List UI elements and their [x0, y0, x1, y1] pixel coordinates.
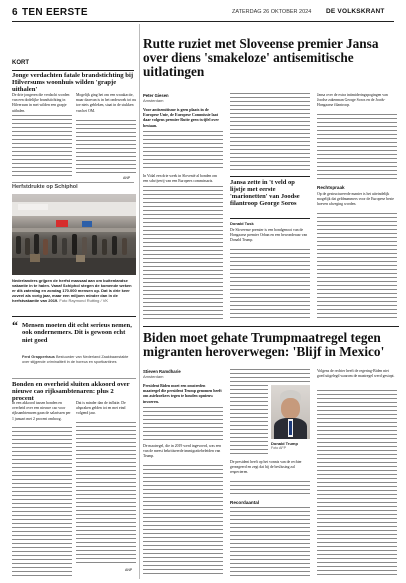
kort-rule [12, 70, 134, 71]
story-text-col2 [230, 249, 310, 321]
pullquote-rule [230, 218, 310, 219]
story-text-col1 [12, 427, 72, 577]
byline-place: Amsterdam [143, 374, 164, 379]
pullquote-author: Donald Tusk [230, 221, 254, 226]
story-text-col2b [230, 507, 310, 577]
story-text-col2-top [230, 369, 310, 382]
masthead-date: ZATERDAG 26 OKTOBER 2024 [232, 9, 312, 15]
story-lead-col1: In een akkoord tussen bonden en overheid over een nieuwe cao voor rijksambtenaren gaan de salarissen per 1 januari met 2 procent omhoog. [12, 401, 71, 421]
story-body: Volgens de rechter heeft de regering-Biden niet goed uitgelegd waarom de maatregel werd gestopt. [317, 369, 395, 379]
story-lead-col2: Dat is minder dan de inflatie. De afspraken gelden tot en met eind volgend jaar. [76, 401, 126, 416]
story-text-col1 [143, 186, 223, 321]
section-title: TEN EERSTE [22, 7, 88, 18]
story-end-mark: ANP [125, 568, 133, 572]
story-text-col3 [317, 114, 397, 182]
photo-caption-text: Nederlanders grijpen de herfst massaal aan om buitenlandse vakantie in te halen. Vanaf Schiphol stegen de komende weken er dik zaterdag en zondag 170.000 mensen op. Dat is drie keer zoveel als vorig jaar, maar een miljoen minder dan in de herfstvakantie van 2019. [12, 278, 132, 304]
byline-place: Amsterdam [143, 98, 164, 103]
quote-attribution [22, 355, 134, 365]
page-number: 6 [12, 7, 18, 18]
section-divider [143, 326, 399, 327]
photo-kicker: Herfstdrukte op Schiphol [12, 184, 78, 190]
story-text-col2 [76, 120, 136, 176]
byline-name: Peter Giesen [143, 93, 169, 98]
story-text-col3b [317, 213, 397, 321]
pullquote-rule [230, 176, 310, 177]
story-body: De president heeft op het vonnis van de rechter gereageerd en zegt dat hij de beslissing zal respecteren. [230, 460, 302, 475]
story-body: Jansa over de extra intimideringspogingen van Joodse zakenman George Soros en de Joods-Hongaarse filantroop. [317, 93, 388, 108]
story-intro-continued [143, 131, 223, 171]
masthead-paper: DE VOLKSKRANT [326, 8, 385, 15]
story-intro-continued [143, 407, 223, 441]
story-lead-col2: Mogelijk ging het om een wraakactie, maar daarvan is in het onderzoek tot nu toe niets gebleken, staat in de stukken van het OM. [76, 93, 136, 113]
story-text-col2-top [230, 93, 310, 173]
column-separator [139, 24, 140, 579]
schiphol-photo [12, 194, 136, 275]
photo-credit: Foto Raymond Rutting / VK [59, 298, 109, 304]
quote-attribution-name: Ferd Grapperhaus [22, 355, 55, 359]
byline-name: Stieven Ramdharie [143, 369, 181, 374]
divider [12, 378, 136, 379]
story-end-mark: ANP [123, 176, 131, 180]
story-headline-rutte: Rutte ruziet met Sloveense premier Jansa over diens 'smakeloze' antisemitische uitlatingen [143, 36, 379, 80]
story-text-col2 [76, 422, 136, 566]
photo-caption [12, 278, 136, 303]
story-intro: President Biden moet een omstreden maatregel die president Trump genomen heeft om asielzoekers tegen te houden opnieuw invoeren. [143, 383, 222, 404]
story-text-col1 [143, 465, 223, 577]
story-headline-biden: Biden moet gehate Trumpmaatregel tegen migranten heroverwegen: 'Blijf in Mexico' [143, 330, 385, 360]
divider [12, 182, 134, 183]
photo-credit: Foto AFP [271, 446, 286, 450]
story-text-col2-beside-photo [230, 385, 268, 457]
story-text-col3 [317, 390, 397, 577]
subhead: Rechtspraak [317, 185, 345, 190]
masthead-rule [12, 21, 394, 22]
story-body: De Sloveense premier is een bondgenoot van de Hongaarse premier Orban en een bewonderaar van Donald Trump. [230, 228, 308, 243]
trump-photo [271, 385, 310, 439]
quote-attribution-text: Bestuurder van Nederland Zaakbaanstakte over stijgende criminaliteit in de horeca en sportkantines [22, 355, 129, 364]
story-headline-cao: Bonden en overheid sluiten akkoord over nieuwe cao rijksambtenaren: plus 2 procent [12, 381, 130, 403]
kort-kicker: KORT [12, 60, 29, 66]
quote-text: Mensen moeten dit echt serieus nemen, ook ondernemers. Dit is gewoon echt niet goed [22, 322, 132, 344]
subhead: Recordaantal [230, 500, 260, 505]
story-body: In Vidal een drie week in Slovenië al bonden om een schrijverij van een Europees commissaris. [143, 174, 218, 184]
divider [12, 316, 136, 317]
story-lead-col1: De drie jongeren die verdacht worden van een dodelijke brandstichting in Hilversum in mei wilden een grapje uithalen. [12, 93, 70, 113]
quote-mark-icon: “ [12, 318, 18, 332]
story-body: De maatregel, die in 2019 werd ingevoerd, was een van de meest bekritiseerde immigratiebeleiden van Trump. [143, 444, 222, 459]
photo-name: Donald Trump [271, 441, 298, 446]
story-text-col1 [12, 115, 72, 178]
story-intro: Voor antisemitisme is geen plaats in de Europese Unie, de Europese Commissie laat daar volgens premier Rutte geen twijfel over bestaan. [143, 107, 219, 128]
pullquote: Jansa zette in 't veld op lijstje met eerste 'marionetten' van Joodse filantroop George Soros [230, 179, 300, 208]
story-text-col2 [230, 481, 310, 497]
story-headline-brand: Jonge verdachten fatale brandstichting bij Hilversums woonhuis wilden 'grapje uithalen' [12, 72, 134, 94]
story-body: Op de gestructureerde manier is het uiteindelijk mogelijk dat geldnummers voor de Europese beste hoeven afweging worden. [317, 192, 394, 207]
